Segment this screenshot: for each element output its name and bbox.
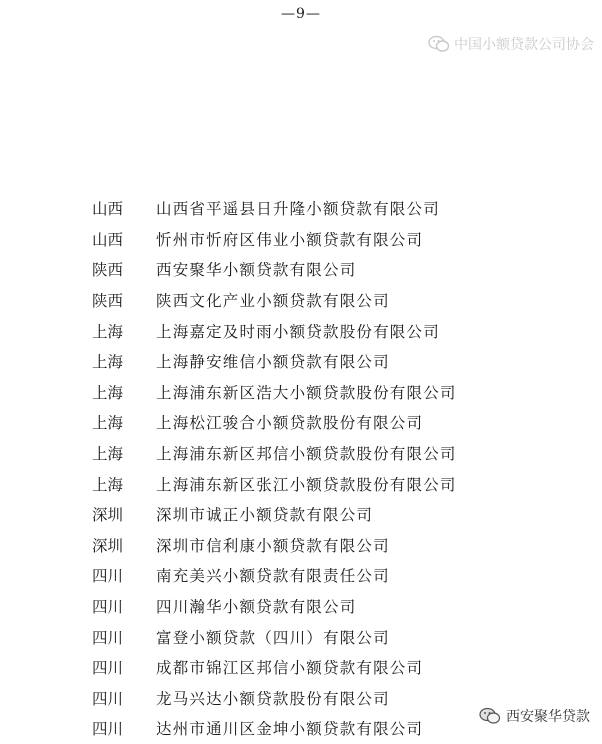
company-name: 陕西文化产业小额贷款有限公司 xyxy=(156,292,390,311)
list-item xyxy=(0,621,602,652)
region-label: 深圳 xyxy=(92,536,124,555)
wechat-icon xyxy=(479,707,501,725)
watermark-top xyxy=(428,34,594,54)
region-label: 上海 xyxy=(92,353,124,372)
region-label: 四川 xyxy=(92,567,124,586)
company-name: 忻州市忻府区伟业小额贷款有限公司 xyxy=(156,230,424,249)
region-label: 陕西 xyxy=(92,292,124,311)
region-label: 山西 xyxy=(92,200,124,219)
list-item xyxy=(0,285,602,316)
list-item xyxy=(0,254,602,285)
company-name: 深圳市诚正小额贷款有限公司 xyxy=(156,506,374,525)
company-name: 南充美兴小额贷款有限责任公司 xyxy=(156,567,390,586)
region-label: 四川 xyxy=(92,689,124,708)
list-item xyxy=(0,499,602,530)
company-name: 上海嘉定及时雨小额贷款股份有限公司 xyxy=(156,322,440,341)
watermark-top-text: 中国小额贷款公司协会 xyxy=(454,37,594,53)
region-label: 深圳 xyxy=(92,506,124,525)
company-list xyxy=(0,193,602,744)
region-label: 上海 xyxy=(92,475,124,494)
company-name: 富登小额贷款（四川）有限公司 xyxy=(156,628,390,647)
list-item xyxy=(0,560,602,591)
region-label: 上海 xyxy=(92,383,124,402)
company-name: 山西省平遥县日升隆小额贷款有限公司 xyxy=(156,200,440,219)
list-item xyxy=(0,438,602,469)
watermark-bottom xyxy=(475,704,594,728)
region-label: 四川 xyxy=(92,659,124,678)
region-label: 四川 xyxy=(92,720,124,739)
list-item xyxy=(0,193,602,224)
region-label: 上海 xyxy=(92,322,124,341)
list-item xyxy=(0,652,602,683)
list-item xyxy=(0,346,602,377)
list-item xyxy=(0,407,602,438)
company-name: 成都市锦江区邦信小额贷款有限公司 xyxy=(156,659,424,678)
company-name: 四川瀚华小额贷款有限公司 xyxy=(156,598,357,617)
list-item xyxy=(0,224,602,255)
wechat-icon xyxy=(428,35,450,53)
region-label: 上海 xyxy=(92,445,124,464)
company-name: 深圳市信利康小额贷款有限公司 xyxy=(156,536,390,555)
list-item xyxy=(0,530,602,561)
region-label: 上海 xyxy=(92,414,124,433)
company-name: 达州市通川区金坤小额贷款有限公司 xyxy=(156,720,424,739)
region-label: 四川 xyxy=(92,628,124,647)
company-name: 上海浦东新区邦信小额贷款股份有限公司 xyxy=(156,445,457,464)
company-name: 上海浦东新区张江小额贷款股份有限公司 xyxy=(156,475,457,494)
page-number: —9— xyxy=(281,6,321,22)
list-item xyxy=(0,377,602,408)
watermark-bottom-text: 西安聚华贷款 xyxy=(506,709,590,725)
list-item xyxy=(0,591,602,622)
region-label: 四川 xyxy=(92,598,124,617)
list-item xyxy=(0,315,602,346)
company-name: 西安聚华小额贷款有限公司 xyxy=(156,261,357,280)
company-name: 龙马兴达小额贷款股份有限公司 xyxy=(156,689,390,708)
region-label: 山西 xyxy=(92,230,124,249)
region-label: 陕西 xyxy=(92,261,124,280)
company-name: 上海松江骏合小额贷款股份有限公司 xyxy=(156,414,424,433)
company-name: 上海静安维信小额贷款有限公司 xyxy=(156,353,390,372)
list-item xyxy=(0,468,602,499)
company-name: 上海浦东新区浩大小额贷款股份有限公司 xyxy=(156,383,457,402)
